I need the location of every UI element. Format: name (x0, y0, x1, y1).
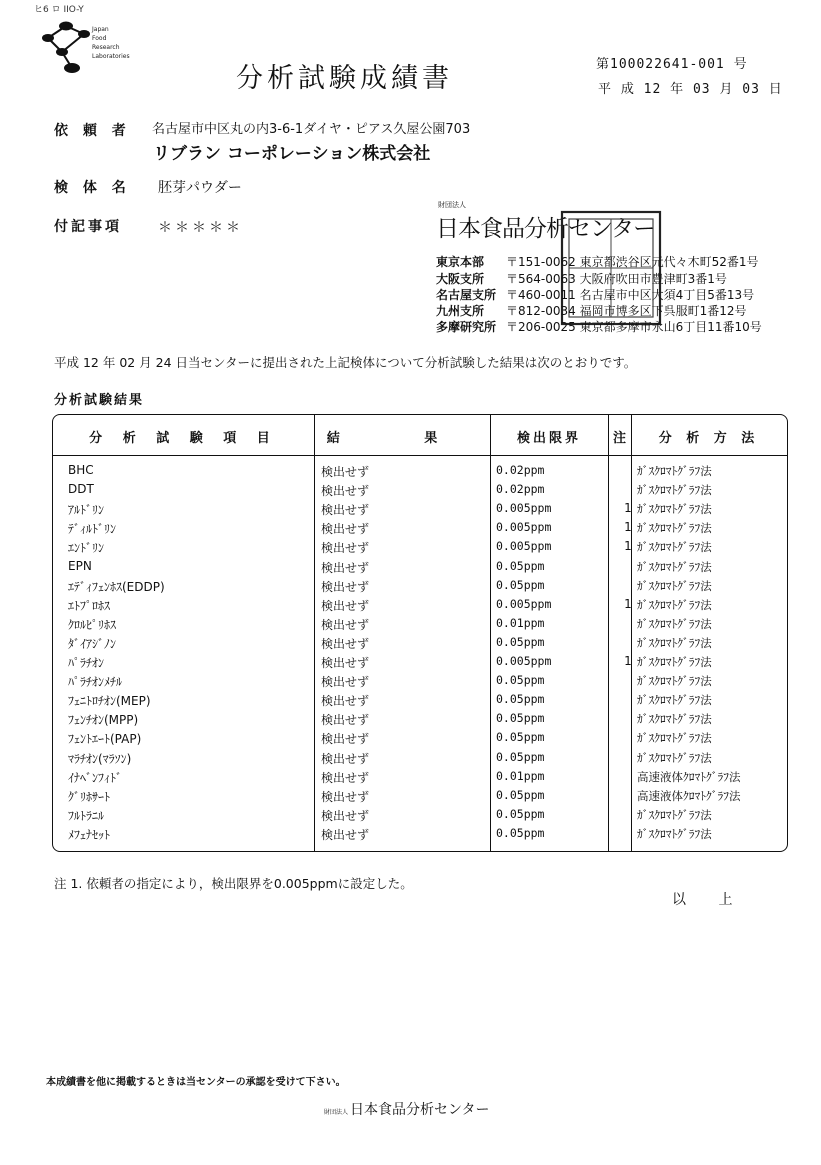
cell-detection-limit: 0.05ppm (496, 673, 545, 688)
branch-line (436, 302, 747, 319)
cell-detection-limit: 0.05ppm (496, 730, 545, 745)
cell-test-item: ｸﾛﾙﾋﾟﾘﾎｽ (68, 617, 117, 632)
specimen-name: 胚芽パウダー (158, 180, 242, 196)
branch-name: 大阪支所 (436, 272, 485, 286)
table-row (53, 481, 787, 500)
cell-result: 検出せず (321, 503, 370, 518)
cell-test-item: ﾌｪﾆﾄﾛﾁｵﾝ(MEP) (68, 694, 151, 709)
cell-detection-limit: 0.05ppm (496, 558, 545, 573)
footer-org (324, 1099, 489, 1119)
table-row (53, 634, 787, 653)
footer-org-name: 日本食品分析センター (350, 1102, 490, 1118)
notes-value: ＊＊＊＊＊ (158, 220, 243, 236)
cell-result: 検出せず (321, 732, 370, 747)
table-row (53, 653, 787, 672)
cell-test-item: ﾒﾌｪﾅｾｯﾄ (68, 827, 111, 842)
branch-line (436, 253, 759, 270)
logo-text-line: Food (92, 35, 107, 42)
cell-detection-limit: 0.005ppm (496, 596, 552, 611)
table-row (53, 672, 787, 691)
results-heading: 分析試験結果 (54, 393, 145, 408)
cell-method: ｶﾞｽｸﾛﾏﾄｸﾞﾗﾌ法 (637, 826, 712, 841)
cell-method: ｶﾞｽｸﾛﾏﾄｸﾞﾗﾌ法 (637, 807, 712, 822)
cell-result: 検出せず (321, 484, 370, 499)
table-row (53, 462, 787, 481)
branch-address: 〒460-0011 名古屋市中区大須4丁目5番13号 (506, 288, 755, 302)
table-row (53, 729, 787, 748)
branch-line (436, 318, 762, 335)
header-method: 分 析 方 法 (658, 431, 760, 446)
document-title: 分析試験成績書 (236, 63, 453, 94)
cell-method: ｶﾞｽｸﾛﾏﾄｸﾞﾗﾌ法 (637, 731, 712, 746)
cell-result: 検出せず (321, 636, 370, 651)
branch-line (436, 270, 727, 287)
cell-note: 1 (624, 596, 632, 611)
cell-result: 検出せず (321, 541, 370, 556)
certificate-date: 平 成 12 年 03 月 03 日 (598, 82, 783, 97)
cell-method: ｶﾞｽｸﾛﾏﾄｸﾞﾗﾌ法 (637, 578, 712, 593)
cell-test-item: ﾊﾟﾗﾁｵﾝﾒﾁﾙ (68, 675, 123, 690)
cell-result: 検出せず (321, 560, 370, 575)
results-table (52, 414, 788, 852)
jfrl-logo (40, 18, 180, 76)
certificate-number: 第100022641-001 号 (596, 57, 748, 72)
cell-result: 検出せず (321, 579, 370, 594)
header-result: 結 果 (326, 431, 478, 446)
cell-detection-limit: 0.05ppm (496, 577, 545, 592)
cell-note: 1 (624, 501, 632, 516)
cell-result: 検出せず (321, 808, 370, 823)
cell-method: ｶﾞｽｸﾛﾏﾄｸﾞﾗﾌ法 (637, 712, 712, 727)
table-row (53, 500, 787, 519)
cell-detection-limit: 0.05ppm (496, 787, 545, 802)
cell-result: 検出せず (321, 617, 370, 632)
cell-detection-limit: 0.005ppm (496, 539, 552, 554)
cell-detection-limit: 0.005ppm (496, 654, 552, 668)
cell-method: ｶﾞｽｸﾛﾏﾄｸﾞﾗﾌ法 (637, 483, 712, 498)
cell-result: 検出せず (321, 751, 370, 766)
cell-test-item: EPN (68, 558, 92, 573)
cell-result: 検出せず (321, 675, 370, 690)
header-detection-limit: 検出限界 (516, 431, 581, 446)
cell-detection-limit: 0.005ppm (496, 501, 552, 516)
logo-text-line: Japan (92, 26, 109, 33)
cell-test-item: ﾌｪﾝﾁｵﾝ(MPP) (68, 713, 139, 728)
cell-method: ｶﾞｽｸﾛﾏﾄｸﾞﾗﾌ法 (637, 464, 712, 478)
table-row (53, 596, 787, 615)
cell-result: 検出せず (321, 713, 370, 728)
cell-result: 検出せず (321, 770, 370, 785)
cell-method: ｶﾞｽｸﾛﾏﾄｸﾞﾗﾌ法 (637, 540, 712, 555)
branch-address: 〒151-0062 東京都渋谷区元代々木町52番1号 (506, 255, 759, 269)
cell-method: ｶﾞｽｸﾛﾏﾄｸﾞﾗﾌ法 (637, 616, 712, 631)
table-row (53, 538, 787, 557)
cell-test-item: ﾀﾞｲｱｼﾞﾉﾝ (68, 636, 117, 651)
cell-test-item: ﾌﾙﾄﾗﾆﾙ (68, 808, 105, 823)
cell-test-item: ｲﾅﾍﾞﾝﾌｨﾄﾞ (68, 770, 123, 785)
requester-company: リブラン コーポレーション株式会社 (153, 144, 431, 164)
table-row (53, 577, 787, 596)
cell-test-item: ﾏﾗﾁｵﾝ(ﾏﾗｿﾝ) (68, 751, 132, 766)
cell-method: ｶﾞｽｸﾛﾏﾄｸﾞﾗﾌ法 (637, 559, 712, 574)
org-corporation-prefix: 財団法人 (438, 201, 466, 209)
cell-result: 検出せず (321, 522, 370, 537)
cell-detection-limit: 0.05ppm (496, 634, 545, 649)
requester-label: 依 頼 者 (54, 123, 131, 139)
branch-name: 多摩研究所 (436, 320, 497, 334)
org-name: 日本食品分析センター (436, 216, 656, 242)
cell-method: ｶﾞｽｸﾛﾏﾄｸﾞﾗﾌ法 (637, 655, 712, 669)
cell-detection-limit: 0.05ppm (496, 711, 545, 726)
cell-result: 検出せず (321, 789, 370, 804)
requester-address: 名古屋市中区丸の内3-6-1ダイヤ・ピアス久屋公園703 (152, 122, 471, 137)
cell-detection-limit: 0.01ppm (496, 615, 545, 630)
branch-line (436, 286, 754, 303)
cell-test-item: ﾌｪﾝﾄｴｰﾄ(PAP) (68, 732, 142, 747)
branch-name: 九州支所 (436, 304, 485, 318)
table-row (53, 787, 787, 806)
cell-detection-limit: 0.02ppm (496, 463, 545, 477)
cell-test-item: ﾊﾟﾗﾁｵﾝ (68, 656, 105, 670)
closing-mark: 以 上 (672, 892, 747, 908)
cell-test-item: ｴﾃﾞｨﾌｪﾝﾎｽ(EDDP) (68, 579, 165, 594)
table-row (53, 691, 787, 710)
cell-detection-limit: 0.05ppm (496, 749, 545, 764)
cell-method: ｶﾞｽｸﾛﾏﾄｸﾞﾗﾌ法 (637, 521, 712, 536)
cell-method: ｶﾞｽｸﾛﾏﾄｸﾞﾗﾌ法 (637, 635, 712, 650)
table-header-divider (53, 455, 787, 456)
specimen-label: 検 体 名 (54, 180, 131, 196)
table-row (53, 519, 787, 538)
cell-test-item: ｸﾞﾘﾎｻｰﾄ (68, 789, 111, 804)
cell-result: 検出せず (321, 598, 370, 613)
cell-note: 1 (624, 654, 632, 668)
cell-method: 高速液体ｸﾛﾏﾄｸﾞﾗﾌ法 (637, 769, 741, 784)
cell-note: 1 (624, 520, 632, 535)
branch-address: 〒812-0034 福岡市博多区下呉服町1番12号 (506, 304, 747, 318)
cell-detection-limit: 0.005ppm (496, 520, 552, 535)
top-margin-note: ヒ6 ロ IIO-Y (34, 5, 84, 15)
cell-detection-limit: 0.05ppm (496, 825, 545, 840)
footer-org-prefix: 財団法人 (324, 1109, 349, 1116)
table-row (53, 806, 787, 825)
cell-method: ｶﾞｽｸﾛﾏﾄｸﾞﾗﾌ法 (637, 693, 712, 708)
table-row (53, 749, 787, 768)
table-row (53, 768, 787, 787)
table-row (53, 558, 787, 577)
cell-test-item: BHC (68, 463, 94, 477)
cell-result: 検出せず (321, 694, 370, 709)
cell-method: 高速液体ｸﾛﾏﾄｸﾞﾗﾌ法 (637, 788, 741, 803)
cell-detection-limit: 0.05ppm (496, 692, 545, 707)
cell-detection-limit: 0.01ppm (496, 768, 545, 783)
table-row (53, 710, 787, 729)
cell-method: ｶﾞｽｸﾛﾏﾄｸﾞﾗﾌ法 (637, 502, 712, 517)
cell-detection-limit: 0.02ppm (496, 482, 545, 497)
cell-method: ｶﾞｽｸﾛﾏﾄｸﾞﾗﾌ法 (637, 597, 712, 612)
cell-test-item: ｱﾙﾄﾞﾘﾝ (68, 503, 105, 518)
branch-name: 名古屋支所 (436, 288, 497, 302)
logo-text-line: Research (92, 44, 120, 51)
table-row (53, 615, 787, 634)
cell-test-item: ｴﾝﾄﾞﾘﾝ (68, 541, 105, 556)
publication-notice: 本成績書を他に掲載するときは当センターの承認を受けて下さい。 (46, 1077, 346, 1088)
cell-result: 検出せず (321, 827, 370, 842)
intro-statement: 平成 12 年 02 月 24 日当センターに提出された上記検体について分析試験した結果は次のとおりです。 (54, 355, 637, 370)
branch-name: 東京本部 (436, 255, 485, 269)
cell-result: 検出せず (321, 465, 370, 479)
cell-test-item: ｴﾄﾌﾟﾛﾎｽ (68, 598, 111, 613)
header-test-item: 分 析 試 験 項 目 (89, 431, 278, 446)
cell-result: 検出せず (321, 656, 370, 670)
cell-detection-limit: 0.05ppm (496, 806, 545, 821)
notes-label: 付記事項 (54, 219, 122, 235)
header-note: 注 (612, 431, 626, 446)
cell-test-item: ﾃﾞｨﾙﾄﾞﾘﾝ (68, 522, 117, 537)
cell-test-item: DDT (68, 482, 94, 497)
branch-address: 〒564-0063 大阪府吹田市豊津町3番1号 (506, 272, 727, 286)
table-row (53, 825, 787, 844)
footnote: 注 1. 依頼者の指定により，検出限界を0.005ppmに設定した。 (54, 876, 413, 891)
logo-text-line: Laboratories (92, 53, 130, 60)
branch-address: 〒206-0025 東京都多摩市永山6丁目11番10号 (506, 320, 762, 334)
cell-method: ｶﾞｽｸﾛﾏﾄｸﾞﾗﾌ法 (637, 674, 712, 689)
logo-molecule-icon (40, 18, 92, 76)
cell-method: ｶﾞｽｸﾛﾏﾄｸﾞﾗﾌ法 (637, 750, 712, 765)
cell-note: 1 (624, 539, 632, 554)
